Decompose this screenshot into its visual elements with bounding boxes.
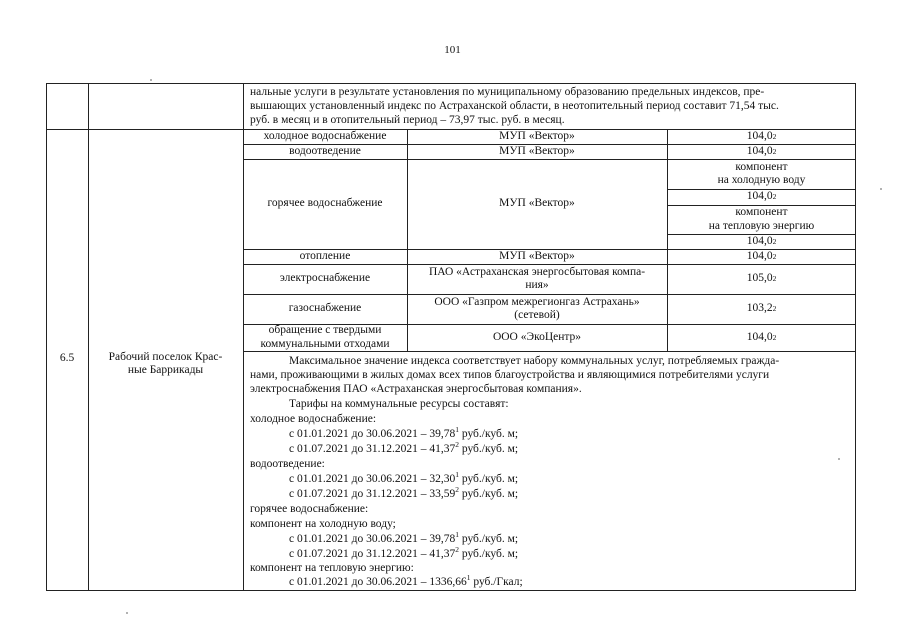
tariff-table [46, 83, 856, 591]
service-provider: МУП «Вектор» [499, 129, 575, 142]
service-index: 104,0 2 [746, 234, 777, 247]
scan-speck [838, 458, 840, 460]
service-name: газоснабжение [288, 302, 362, 315]
service-name: холодное водоснабжение [263, 129, 387, 142]
scan-speck [150, 79, 152, 81]
tariff-line: с 01.01.2021 до 30.06.2021 – 39,78$^1$ руб./куб. м; [289, 530, 519, 545]
service-index: 104,0 2 [746, 144, 777, 157]
intro-line: руб. в месяц и в отопительный период – 73,97 тыс. руб. в месяц. [250, 114, 565, 126]
tariff-line: с 01.01.2021 до 30.06.2021 – 39,78$^1$ руб./куб. м; [289, 425, 519, 440]
service-name: обращение с твердыми коммунальными отходами [260, 324, 390, 350]
intro-line: вышающих установленный индекс по Астраханской области, в неотопительный период составит 71,54 тыс. [250, 100, 779, 112]
scan-speck [126, 612, 128, 614]
table-border-top [46, 83, 856, 84]
tariff-line: с 01.07.2021 до 31.12.2021 – 41,37$^2$ руб./куб. м; [289, 440, 519, 455]
settlement-line: ные Баррикады [127, 364, 204, 376]
section-label: компонент на холодную воду; [250, 518, 396, 530]
row-divider [243, 351, 856, 352]
section-label: водоотведение: [250, 458, 325, 470]
component-label: компонент на холодную воду [717, 160, 806, 186]
tariff-line: с 01.07.2021 до 31.12.2021 – 41,37$^2$ руб./куб. м; [289, 545, 519, 560]
col-divider-1 [88, 83, 89, 591]
tariff-line: с 01.07.2021 до 31.12.2021 – 33,59$^2$ руб./куб. м; [289, 485, 519, 500]
service-name: водоотведение [289, 144, 361, 157]
component-label: компонент на тепловую энергию [708, 206, 815, 232]
intro-line: нальные услуги в результате установления по муниципальному образованию предельных индексов, пре- [250, 86, 765, 98]
tariff-line: с 01.01.2021 до 30.06.2021 – 32,30$^1$ руб./куб. м; [289, 470, 519, 485]
table-border-bottom [46, 590, 856, 591]
scan-speck [880, 188, 882, 190]
settlement-line: Рабочий поселок Крас- [108, 350, 223, 363]
service-index: 104,0 2 [746, 249, 777, 262]
service-provider: МУП «Вектор» [499, 249, 575, 262]
tariffs-intro: Тарифы на коммунальные ресурсы составят: [289, 398, 509, 410]
service-provider: ООО «ЭкоЦентр» [492, 330, 582, 343]
service-index: 104,0 2 [746, 129, 777, 142]
table-border-left [46, 83, 47, 591]
service-provider: МУП «Вектор» [499, 144, 575, 157]
summary-line: электроснабжения ПАО «Астраханская энергосбытовая компания». [250, 383, 582, 395]
summary-line: Максимальное значение индекса соответствует набору коммунальных услуг, потребляемых гражда- [289, 355, 780, 367]
page-number: 101 [444, 44, 461, 56]
service-name: отопление [299, 249, 351, 262]
service-name: горячее водоснабжение [267, 197, 383, 210]
service-name: электроснабжение [279, 272, 371, 285]
section-label: холодное водоснабжение: [250, 413, 377, 425]
service-provider: ПАО «Астраханская энергосбытовая компа- ния» [428, 265, 646, 291]
service-provider: ООО «Газпром межрегионгаз Астрахань» (сетевой) [434, 295, 640, 321]
row-number: 6.5 [59, 352, 75, 365]
service-index: 103,2 2 [746, 302, 777, 315]
service-index: 105,0 2 [746, 272, 777, 285]
tariff-line: с 01.01.2021 до 30.06.2021 – 1336,66$^1$ руб./Гкал; [289, 573, 523, 588]
section-label: компонент на тепловую энергию: [250, 562, 414, 574]
summary-line: нами, проживающими в жилых домах всех типов благоустройства и являющимися потребителями услуги [250, 369, 770, 381]
settlement-name [88, 349, 243, 379]
service-index: 104,0 2 [746, 330, 777, 343]
section-label: горячее водоснабжение: [250, 503, 369, 515]
service-provider: МУП «Вектор» [499, 197, 575, 210]
service-index: 104,0 2 [746, 190, 777, 203]
